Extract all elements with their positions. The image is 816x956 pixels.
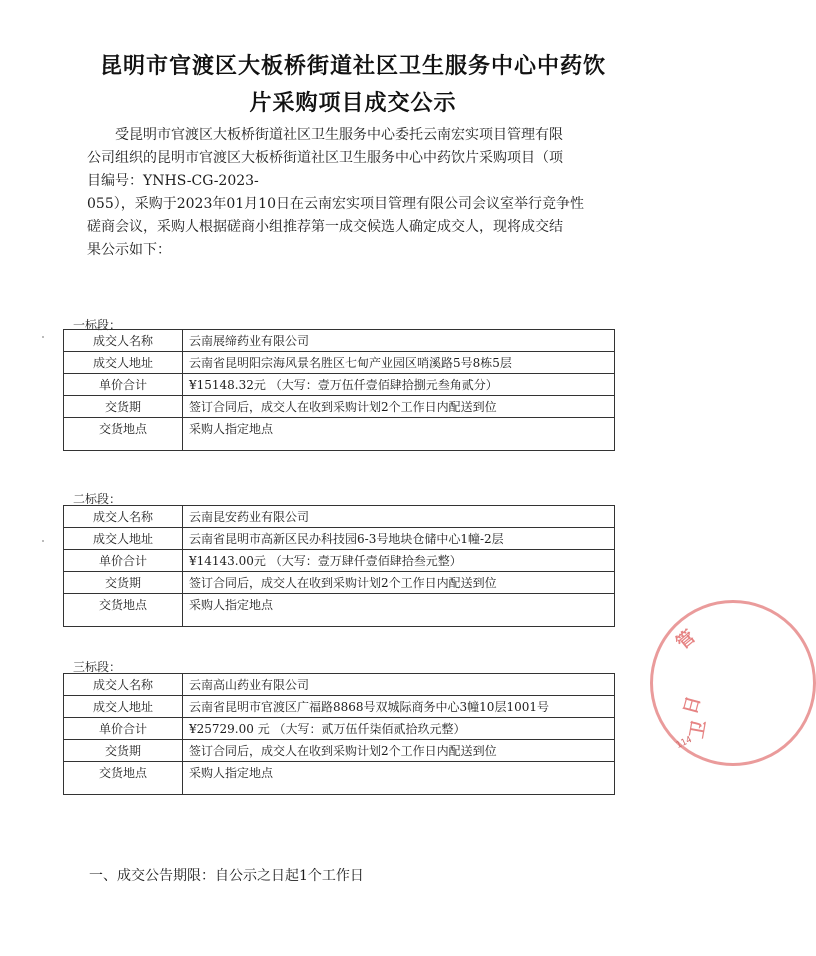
page-title-line-1: 昆明市官渡区大板桥街道社区卫生服务中心中药饮 [99, 54, 606, 79]
row-key: 成交人地址 [64, 352, 183, 374]
table-row [64, 550, 615, 572]
table-row [64, 330, 615, 352]
row-key: 交货地点 [64, 418, 183, 451]
row-key: 单价合计 [64, 374, 183, 396]
row-key: 交货地点 [64, 594, 183, 627]
row-key: 交货期 [64, 572, 183, 594]
row-value: 采购人指定地点 [183, 418, 615, 451]
intro-line: 目编号：YNHS-CG-2023- [87, 173, 259, 189]
row-value: ¥25729.00 元 （大写：贰万伍仟柒佰贰拾玖元整） [183, 718, 615, 740]
row-key: 成交人地址 [64, 528, 183, 550]
row-key: 成交人名称 [64, 506, 183, 528]
table-row [64, 374, 615, 396]
table-row [64, 396, 615, 418]
table-row [64, 762, 615, 795]
row-value: 云南省昆明市高新区民办科技园6-3号地块仓储中心1幢-2层 [183, 528, 615, 550]
table-row [64, 718, 615, 740]
lot-2-label: 二标段： [73, 492, 122, 506]
row-value: 采购人指定地点 [183, 594, 615, 627]
seal-char: 卫 [686, 718, 711, 740]
intro-line: 055），采购于2023年01月10日在云南宏实项目管理有限公司会议室举行竞争性 [87, 196, 584, 212]
row-key: 单价合计 [64, 550, 183, 572]
lot-1-label: 一标段： [73, 318, 122, 332]
table-row [64, 572, 615, 594]
page-title-line-2: 片采购项目成交公示 [249, 91, 457, 116]
lot-1-table [63, 329, 615, 451]
intro-paragraph [87, 124, 597, 262]
row-key: 成交人名称 [64, 674, 183, 696]
row-value: 云南省昆明市官渡区广福路8868号双城际商务中心3幢10层1001号 [183, 696, 615, 718]
intro-line: 磋商会议，采购人根据磋商小组推荐第一成交候选人确定成交人，现将成交结 [87, 219, 563, 235]
table-row [64, 696, 615, 718]
lot-3-table [63, 673, 615, 795]
table-row [64, 418, 615, 451]
row-key: 成交人地址 [64, 696, 183, 718]
intro-line: 受昆明市官渡区大板桥街道社区卫生服务中心委托云南宏实项目管理有限 [115, 127, 563, 143]
row-value: 云南高山药业有限公司 [183, 674, 615, 696]
seal-char: 日 [679, 693, 705, 717]
table-row [64, 594, 615, 627]
table-row [64, 352, 615, 374]
row-value: ¥14143.00元 （大写：壹万肆仟壹佰肆拾叁元整） [183, 550, 615, 572]
lot-3-label: 三标段： [73, 660, 122, 674]
row-key: 交货期 [64, 740, 183, 762]
row-value: 签订合同后，成交人在收到采购计划2个工作日内配送到位 [183, 740, 615, 762]
row-key: 交货期 [64, 396, 183, 418]
intro-line: 公司组织的昆明市官渡区大板桥街道社区卫生服务中心中药饮片采购项目（项 [87, 150, 563, 166]
table-row [64, 740, 615, 762]
row-key: 单价合计 [64, 718, 183, 740]
scan-artifact [42, 336, 44, 338]
seal-number: 114 [674, 735, 694, 751]
seal-char: 管 [672, 626, 700, 654]
intro-line: 果公示如下： [87, 242, 171, 258]
row-value: 签订合同后，成交人在收到采购计划2个工作日内配送到位 [183, 396, 615, 418]
table-row [64, 674, 615, 696]
scan-artifact [42, 540, 44, 542]
row-value: 云南昆安药业有限公司 [183, 506, 615, 528]
row-key: 成交人名称 [64, 330, 183, 352]
announcement-period-note: 一、成交公告期限：自公示之日起1个工作日 [89, 868, 364, 884]
table-row [64, 506, 615, 528]
table-row [64, 528, 615, 550]
lot-2-table [63, 505, 615, 627]
row-value: 云南展缔药业有限公司 [183, 330, 615, 352]
row-value: 签订合同后，成交人在收到采购计划2个工作日内配送到位 [183, 572, 615, 594]
row-value: 云南省昆明阳宗海风景名胜区七甸产业园区哨溪路5号8栋5层 [183, 352, 615, 374]
row-key: 交货地点 [64, 762, 183, 795]
row-value: ¥15148.32元 （大写：壹万伍仟壹佰肆拾捌元叁角贰分） [183, 374, 615, 396]
row-value: 采购人指定地点 [183, 762, 615, 795]
